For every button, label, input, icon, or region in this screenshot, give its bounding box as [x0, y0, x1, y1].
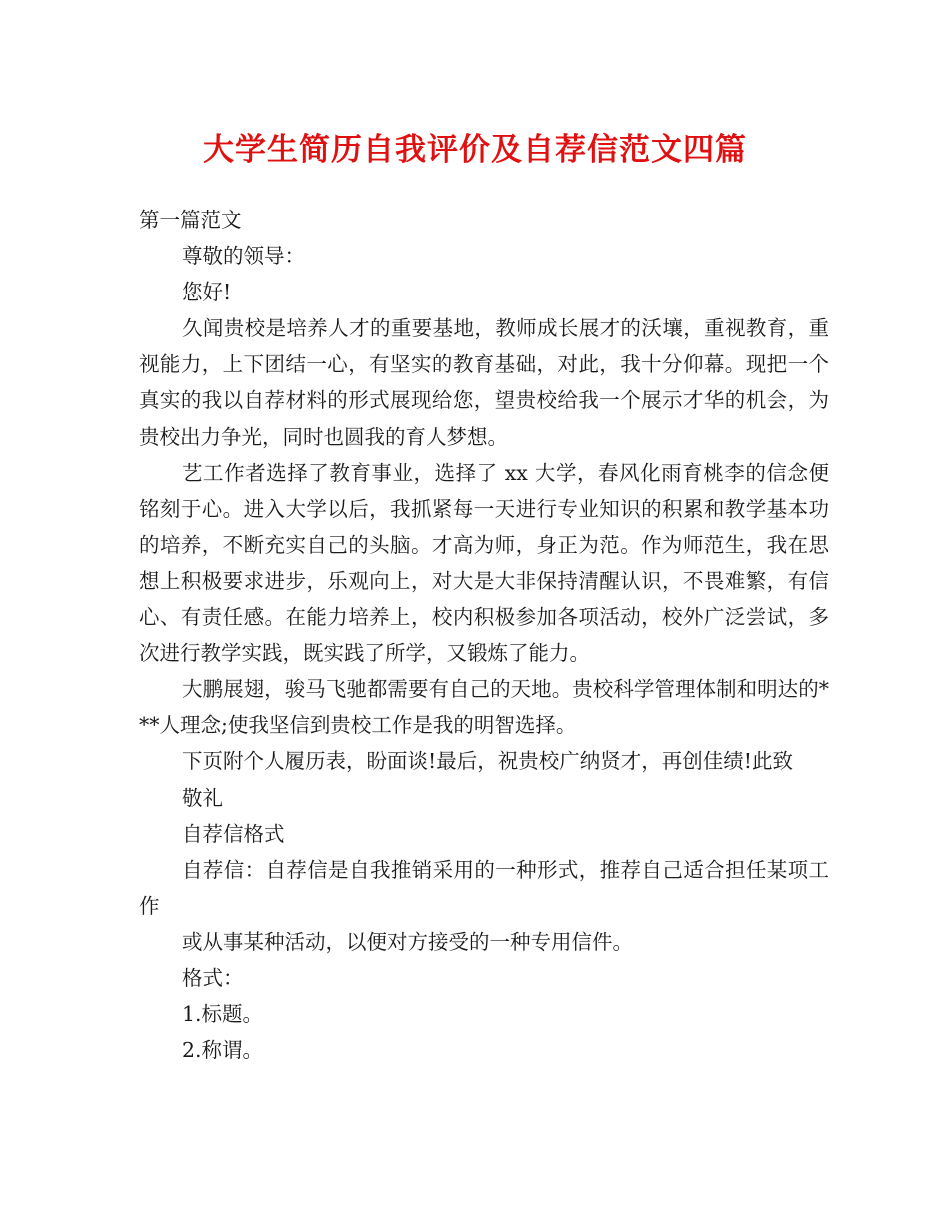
paragraph: 格式：: [182, 965, 244, 990]
paragraph: 或从事某种活动，以便对方接受的一种专用信件。: [182, 929, 633, 954]
greeting: 您好!: [182, 280, 232, 305]
list-item: 1.标题。: [182, 1002, 264, 1027]
section-heading: 第一篇范文: [139, 208, 242, 232]
list-item: 2.称谓。: [182, 1038, 264, 1063]
paragraph: 自荐信：自荐信是自我推销采用的一种形式，推荐自己适合担任某项工作: [139, 857, 829, 918]
subheading: 自荐信格式: [182, 821, 285, 846]
document-body: [139, 202, 829, 1068]
paragraph: 大鹏展翅，骏马飞驰都需要有自己的天地。贵校科学管理体制和明达的***人理念;使我坚信到贵校工作是我的明智选择。: [139, 677, 829, 738]
salutation: 尊敬的领导：: [182, 244, 305, 269]
paragraph: 艺工作者选择了教育事业，选择了 xx 大学，春风化雨育桃李的信念便铭刻于心。进入大学以后，我抓紧每一天进行专业知识的积累和教学基本功的培养，不断充实自己的头脑。才高为师，身正为范。作为师范生，我在思想上积极要求进步，乐观向上，对大是大非保持清醒认识，不畏难繁，有信心、有责任感。在能力培养上，校内积极参加各项活动，校外广泛尝试，多次进行教学实践，既实践了所学，又锻炼了能力。: [139, 460, 829, 666]
paragraph: 久闻贵校是培养人才的重要基地，教师成长展才的沃壤，重视教育，重视能力，上下团结一心，有坚实的教育基础，对此，我十分仰幕。现把一个真实的我以自荐材料的形式展现给您，望贵校给我一个展示才华的机会，为贵校出力争光，同时也圆我的育人梦想。: [139, 316, 829, 449]
closing: 敬礼: [182, 785, 223, 810]
document-title: 大学生简历自我评价及自荐信范文四篇: [203, 132, 747, 168]
paragraph: 下页附个人履历表，盼面谈!最后，祝贵校广纳贤才，再创佳绩!此致: [182, 749, 793, 774]
